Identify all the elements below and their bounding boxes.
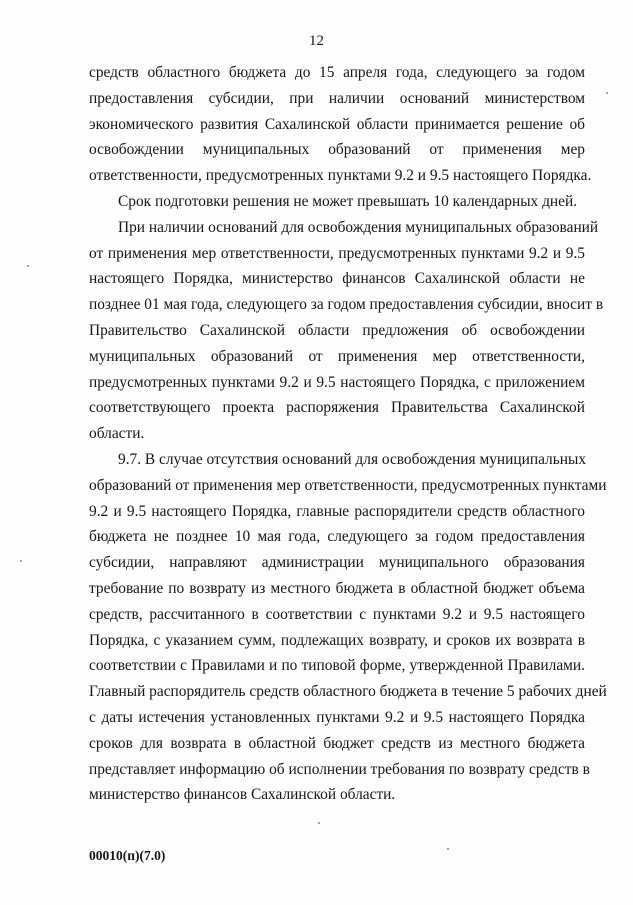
text-line: предусмотренных пунктами 9.2 и 9.5 настоящего Порядка, с приложением	[89, 373, 585, 391]
text-line: бюджета не позднее 10 мая года, следующего за годом предоставления	[89, 528, 585, 546]
text-line: позднее 01 мая года, следующего за годом предоставления субсидии, вносит в	[89, 296, 604, 314]
scan-speck	[318, 822, 320, 824]
text-line: ответственности, предусмотренных пунктами 9.2 и 9.5 настоящего Порядка.	[89, 167, 592, 185]
text-line: муниципальных образований от применения мер ответственности,	[89, 347, 585, 365]
text-line: требование по возврату из местного бюджета в областной бюджет объема	[89, 580, 585, 597]
scan-speck	[27, 265, 29, 267]
text-line: от применения мер ответственности, предусмотренных пунктами 9.2 и 9.5	[89, 244, 585, 262]
text-line: соответствии с Правилами и по типовой форме, утвержденной Правилами.	[89, 657, 585, 675]
page-number: 12	[309, 33, 324, 49]
text-line: 9.2 и 9.5 настоящего Порядка, главные распорядители средств областного	[89, 502, 585, 520]
text-line: предоставления субсидии, при наличии оснований министерством	[89, 89, 585, 107]
text-line: экономического развития Сахалинской области принимается решение об	[89, 115, 585, 133]
text-line: соответствующего проекта распоряжения Правительства Сахалинской	[89, 399, 585, 417]
text-line: представляет информацию об исполнении требования по возврату средств в	[89, 760, 590, 778]
document-code: 00010(п)(7.0)	[89, 848, 166, 863]
text-line: При наличии оснований для освобождения муниципальных образований	[118, 218, 599, 236]
text-line: настоящего Порядка, министерство финансов Сахалинской области не	[89, 270, 585, 288]
scan-speck	[20, 560, 22, 562]
text-line: Правительство Сахалинской области предложения об освобождении	[89, 322, 585, 339]
text-line: министерство финансов Сахалинской области.	[89, 786, 396, 804]
scan-speck	[447, 848, 449, 850]
text-line: сроков для возврата в областной бюджет средств из местного бюджета	[89, 734, 585, 752]
scan-speck	[606, 92, 608, 94]
text-line: области.	[89, 425, 145, 443]
text-line: средств, рассчитанного в соответствии с пунктами 9.2 и 9.5 настоящего	[89, 605, 585, 623]
text-line: субсидии, направляют администрации муниципального образования	[89, 554, 585, 572]
text-line: Порядка, с указанием сумм, подлежащих возврату, и сроков их возврата в	[89, 631, 585, 649]
text-line: с даты истечения установленных пунктами 9.2 и 9.5 настоящего Порядка	[89, 709, 585, 726]
text-line: образований от применения мер ответственности, предусмотренных пунктами	[89, 476, 607, 494]
text-line: Главный распорядитель средств областного бюджета в течение 5 рабочих дней	[89, 683, 607, 701]
text-line: освобождении муниципальных образований от применения мер	[89, 141, 585, 159]
text-line: Срок подготовки решения не может превышать 10 календарных дней.	[118, 193, 578, 210]
text-line: средств областного бюджета до 15 апреля года, следующего за годом	[89, 64, 585, 81]
text-line: 9.7. В случае отсутствия оснований для освобождения муниципальных	[118, 451, 587, 468]
